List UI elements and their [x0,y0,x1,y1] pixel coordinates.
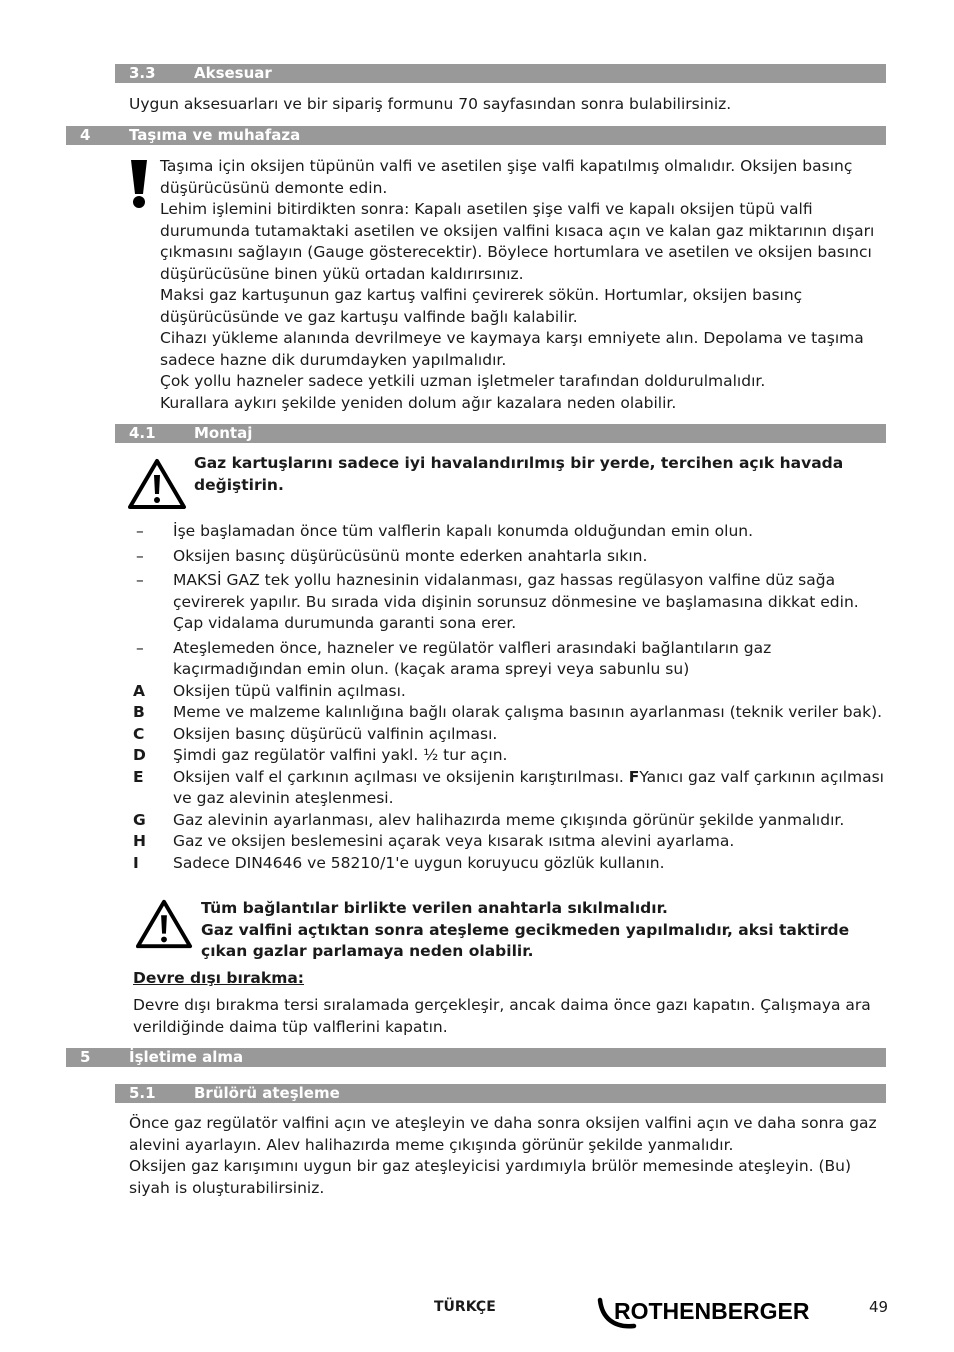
section-bar-5 [66,1048,886,1067]
warning-line: Tüm bağlantılar birlikte verilen anahtarla sıkılmalıdır. [201,899,668,917]
list-marker: – [136,638,144,657]
tasima-paragraph: Çok yollu hazneler sadece yetkili uzman işletmeler tarafından doldurulmalıdır. [160,372,766,390]
list-item-text: Oksijen tüpü valfinin açılması. [173,681,406,700]
list-item-text: Şimdi gaz regülatör valfini yakl. ½ tur açın. [173,746,508,764]
list-item-text: İşe başlamadan önce tüm valflerin kapalı konumda olduğundan emin olun. [173,522,754,540]
list-marker: H [133,832,146,850]
list-item [132,638,892,681]
list-marker: – [136,571,144,589]
list-item [132,853,892,875]
montaj-steps-list [132,521,892,874]
list-item [132,724,892,746]
connection-warning [201,898,891,963]
section-title: Taşıma ve muhafaza [129,126,301,144]
warning-triangle-icon [135,898,193,950]
list-item [132,745,892,767]
montaj-warning: Gaz kartuşlarını sadece iyi havalandırılmış bir yerde, tercihen açık havada değiştirin. [194,454,844,494]
list-item-text: Yanıcı gaz valf çarkının açılması ve gaz alevinin ateşlenmesi. [173,767,884,807]
footer-language: TÜRKÇE [434,1299,496,1315]
section-number: 4 [80,126,91,144]
list-item-text: Sadece DIN4646 ve 58210/1'e uygun koruyucu gözlük kullanın. [173,853,665,872]
list-item [132,681,892,703]
list-item-text: Oksijen basınç düşürücü valfinin açılması. [173,724,498,743]
list-marker: C [133,724,145,743]
list-marker: A [133,681,145,700]
brulor-paragraph: Önce gaz regülatör valfini açın ve ateşleyin ve daha sonra oksijen valfini açın ve daha sonra gaz alevini ayarlayın. Alev halihazırda meme çıkışında görünür şekilde yanmalıdır. [129,1114,877,1154]
tasima-text [160,156,880,414]
list-item [132,831,892,853]
list-item [132,702,892,724]
list-marker: – [136,546,144,565]
tasima-paragraph: Cihazı yükleme alanında devrilmeye ve kaymaya karşı emniyete alın. Depolama ve taşıma sadece hazne dik durumdayken yapılmalıdır. [160,329,864,369]
section-bar-4 [66,126,886,145]
list-item [132,521,892,543]
section-number: 4.1 [129,424,156,442]
list-item [132,810,892,832]
tasima-paragraph: Kurallara aykırı şekilde yeniden dolum ağır kazalara neden olabilir. [160,393,677,412]
list-item-text: MAKSİ GAZ tek yollu haznesinin vidalanması, gaz hassas regülasyon valfine düz sağa çevirerek yapılır. Bu sırada vida dişinin sorunsuz dönmesine ve başlamasına dikkat edin. Çap vidalama durumunda garanti sona erer. [173,571,859,632]
aksesuar-text: Uygun aksesuarları ve bir sipariş formunu 70 sayfasından sonra bulabilirsiniz. [129,95,732,113]
section-number: 3.3 [129,64,156,82]
list-item [132,570,892,635]
inline-marker: F [628,767,640,786]
brulor-paragraph: Oksijen gaz karışımını uygun bir gaz ateşleyicisi yardımıyla brülör memesinde ateşleyin. (Bu) siyah is oluşturabilirsiniz. [129,1157,852,1197]
warning-triangle-icon [127,458,187,510]
list-item-text: Oksijen basınç düşürücüsünü monte ederken anahtarla sıkın. [173,546,648,565]
list-item-text: Gaz ve oksijen beslemesini açarak veya kısarak ısıtma alevini ayarlama. [173,832,735,850]
list-item [132,767,892,810]
section-bar-4-1 [115,424,886,443]
list-marker: – [136,522,144,540]
section-title: İşletime alma [129,1048,244,1066]
brulor-text [129,1113,887,1199]
list-item-text: Gaz alevinin ayarlanması, alev halihazırda meme çıkışında görünür şekilde yanmalıdır. [173,810,845,829]
list-item [132,546,892,568]
list-marker: D [133,746,146,764]
list-item-text: Oksijen valf el çarkının açılması ve oksijenin karıştırılması. [173,767,624,786]
exclamation-icon [128,158,150,210]
tasima-paragraph: Lehim işlemini bitirdikten sonra: Kapalı asetilen şişe valfi ve kapalı oksijen tüpü valfi durumunda tutamaktaki asetilen ve oksijen valfini kısaca açın ve kalan gaz miktarının dışarı çıkmasını sağlayın (Gauge gösterecektir). Böylece hortumlara ve asetilen ve oksijen basıncı düşürücüsüne binen yükü ortadan kaldırırsınız. [160,200,875,283]
devre-text: Devre dışı bırakma tersi sıralamada gerçekleşir, ancak daima önce gazı kapatın. Çalışmaya ara verildiğinde daima tüp valflerini kapatın. [133,996,871,1036]
list-item-text: Meme ve malzeme kalınlığına bağlı olarak çalışma basının ayarlanması (teknik veriler bak). [173,703,883,721]
section-number: 5.1 [129,1084,156,1102]
warning-line: Gaz valfini açtıktan sonra ateşleme gecikmeden yapılmalıdır, aksi taktirde çıkan gazlar parlamaya neden olabilir. [201,920,850,960]
section-bar-3-3 [115,64,886,83]
list-item-text: Ateşlemeden önce, hazneler ve regülatör valfleri arasındaki bağlantıların gaz kaçırmadığından emin olun. (kaçak arama spreyi veya sabunlu su) [173,638,772,678]
list-marker: B [133,703,145,721]
list-marker: I [133,853,139,872]
tasima-paragraph: Taşıma için oksijen tüpünün valfi ve asetilen şişe valfi kapatılmış olmalıdır. Oksijen basınç düşürücüsünü demonte edin. [160,157,853,197]
page-number: 49 [869,1298,889,1316]
section-title: Montaj [194,424,253,442]
section-title: Aksesuar [194,64,272,82]
section-title: Brülörü ateşleme [194,1084,340,1102]
section-number: 5 [80,1048,91,1066]
list-marker: G [133,810,146,829]
devre-heading: Devre dışı bırakma: [133,969,305,987]
tasima-paragraph: Maksi gaz kartuşunun gaz kartuş valfini çevirerek sökün. Hortumlar, oksijen basınç düşürücüsünde ve gaz kartuşu valfinde bağlı kalabilir. [160,286,803,326]
rothenberger-logo [594,1292,834,1332]
section-bar-5-1 [115,1084,886,1103]
brand-name: ROTHENBERGER [614,1298,810,1324]
list-marker: E [133,767,144,786]
